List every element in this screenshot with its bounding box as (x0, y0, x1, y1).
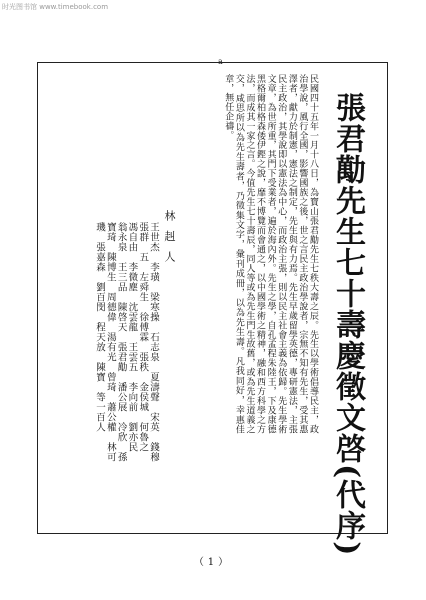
signatory-name: 金侯城 (137, 382, 149, 422)
signatory-name: 張秩 (137, 352, 149, 382)
signatory-name: 林可璣 (94, 222, 116, 462)
signatory-name: 陳寶 (94, 362, 106, 392)
signatory-name: 蕭公權 (104, 402, 116, 442)
signatory-name: 李璜 (148, 262, 159, 292)
document-title: 張君勱先生七十壽慶徵文啓(代序) (330, 92, 365, 557)
body-text: 民國四十五年一月十八日，為寶山張君勱先生七秩大壽之辰。先生以學術倡導民主，政治學說，風行全國，影響國族之後，世之言民主政治學說者，宗無不知有先生，受其惠澤者，獻力於制憲，憲法之制定，先生與有力焉。先生早歲留學英德，專研憲法，主張民主政治，其學說即以憲法為中心，而政治主張，則以民主社會主義為依歸。先生學術文章，為世所重，其門下受業者，遍於海內外。先生之學，自孔孟程朱陸王，下及康德黑格爾柏格森倭伊鏗之說，靡不博覽而會通之，以中國學術之精神，融和西方科學之方法，而成其一家之言。今值先生七十壽辰，同人等或為先生門生故舊，或為先生道義之交，咸思所以為先生壽者，乃徵集文字，彙刊成冊，以為先生壽。凡我同好，幸惠佳章，無任企禱。 (223, 74, 318, 434)
signatory-name: 陳博生 (104, 252, 116, 292)
signatory-name: 五 (137, 252, 149, 272)
signatory-name: 曾琦 (104, 372, 116, 402)
signatory-name: 王雲五 (126, 342, 138, 382)
page-mark: a (218, 57, 223, 66)
page-number: （1） (193, 557, 233, 568)
signatory-name: 李向前 (126, 382, 138, 422)
watermark-text: 时光图书馆 www.timebook.com (2, 3, 109, 11)
signatory-name: 錢穆 (148, 442, 159, 472)
signatory-name: 程天放 (94, 322, 106, 362)
signatory-name: 孫寶琦 (104, 222, 127, 462)
signatory-name: 陳啓天 (115, 302, 127, 342)
signatory-name: 劉亦民 (126, 422, 138, 462)
signatory-name: 潘公展 (115, 382, 127, 422)
signatory-name: 王三品 (115, 262, 127, 302)
signatory-name: 等一百人 (94, 392, 106, 442)
signatory-name: 沈雲龍 (126, 302, 138, 342)
signatory-name: 梁寒操 (148, 292, 159, 332)
signatory-name: 冷欣 (115, 422, 127, 452)
signatory-name: 湯有光 (104, 332, 116, 372)
signatory-name: 王世杰 (148, 222, 159, 262)
signatory-list (46, 222, 159, 472)
signatory-name: 劉百閔 (94, 282, 106, 322)
signatory-name: 左舜生 (137, 272, 149, 312)
signatory-name: 張嘉森 (94, 242, 106, 282)
signatory-name: 石志泉 (148, 332, 159, 372)
drafter-name: 林 赳 人 (163, 210, 176, 265)
signatory-name: 張君勱 (115, 342, 127, 382)
signatory-name: 何魯之 (137, 422, 149, 462)
signatory-name: 翁永泉 (115, 222, 127, 262)
signatory-name: 李微塵 (126, 262, 138, 302)
signatory-name: 宋英 (148, 412, 159, 442)
signatory-name: 張群 (137, 222, 149, 252)
signatory-name: 周德偉 (104, 292, 116, 332)
signatory-name: 馮自由 (126, 222, 138, 262)
signatory-name: 夏濤聲 (148, 372, 159, 412)
signatory-name: 徐傅霖 (137, 312, 149, 352)
